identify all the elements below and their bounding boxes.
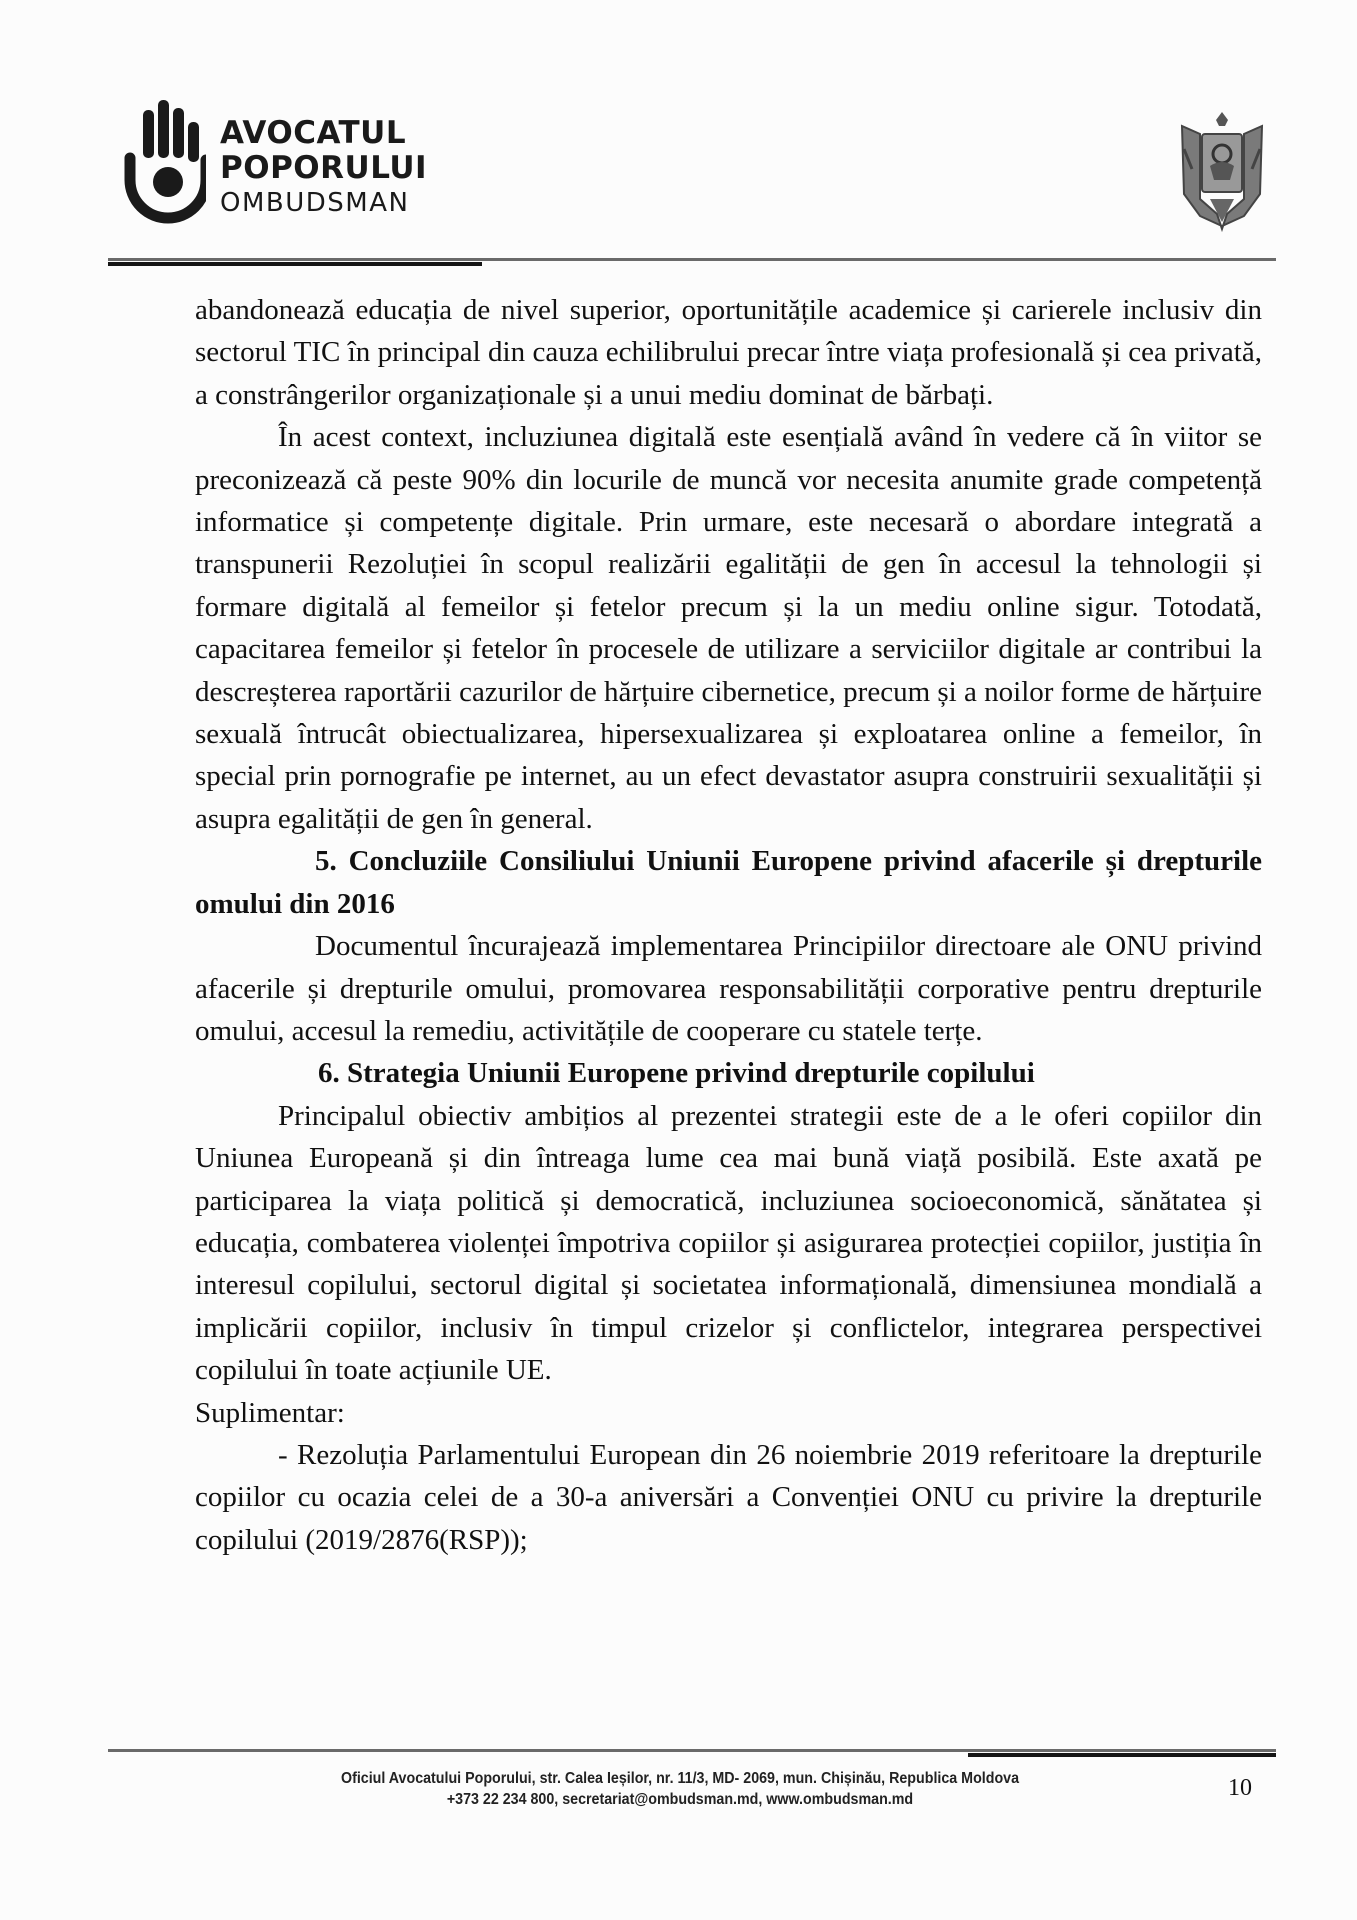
supplement-label: Suplimentar:: [195, 1396, 345, 1429]
footer-rule-accent: [968, 1753, 1276, 1757]
supplement-item: - Rezoluția Parlamentului European din 26 noiembrie 2019 referitoare la drepturile copiilor cu ocazia celei de a 30-a aniversări a Convenției ONU cu privire la drepturile copilului (2019/2876(RSP));: [195, 1438, 1262, 1556]
paragraph: În acest context, incluziunea digitală este esențială având în vedere că în viitor se preconizează că peste 90% din locurile de muncă vor necesita anumite grade competență informatice și competențe digitale. Prin urmare, este necesară o abordare integrată a transpunerii Rezoluției în scopul realizării egalității de gen în accesul la tehnologii și formare digitală al femeilor și fetelor precum și la un mediu online sigur. Totodată, capacitarea femeilor și fetelor în procesele de utilizare a serviciilor digitale ar contribui la descreșterea raportării cazurilor de hărțuire cibernetice, precum și a noilor forme de hărțuire sexuală întrucât obiectualizarea, hipersexualizarea și exploatarea online a femeilor, în special prin pornografie pe internet, au un efect devastator asupra construirii sexualității și asupra egalității de gen în general.: [195, 421, 1262, 835]
section-6-heading: 6. Strategia Uniunii Europene privind drepturile copilului: [318, 1057, 1035, 1090]
header-rule: [108, 258, 1276, 261]
section-5-heading: 5. Concluziile Consiliului Uniunii Europene privind afacerile și drepturile omului din 2016: [195, 845, 1262, 920]
raised-hand-icon: [116, 100, 206, 230]
document-body: [195, 289, 1262, 1561]
footer-contacts: +373 22 234 800, secretariat@ombudsman.md, www.ombudsman.md: [446, 1791, 914, 1808]
footer-rule: [108, 1749, 1276, 1752]
section-6-text: Principalul obiectiv ambițios al prezentei strategii este de a le oferi copiilor din Uniunea Europeană și din întreaga lume cea mai bună viață posibilă. Este axată pe participarea la viața politică și democratică, incluziunea socioeconomică, sănătatea și educația, combaterea violenței împotriva copiilor și asigurarea protecției copiilor, justiția în interesul copilului, sectorul digital și societatea informațională, dimensiunea mondială a implicării copiilor, inclusiv în timpul crizelor și conflictelor, integrarea perspectivei copilului în toate acțiunile UE.: [195, 1099, 1262, 1387]
moldova-coat-of-arms-icon: [1172, 104, 1272, 234]
header-rule-accent: [108, 262, 482, 266]
section-5-text: Documentul încurajează implementarea Principiilor directoare ale ONU privind afacerile și drepturile omului, promovarea responsabilității corporative pentru drepturile omului, accesul la remediu, activitățile de cooperare cu statele terțe.: [195, 930, 1262, 1047]
ombudsman-logo: [116, 100, 436, 235]
logo-wordmark: [220, 115, 428, 218]
footer-address: Oficiul Avocatului Poporului, str. Calea Ieșilor, nr. 11/3, MD- 2069, mun. Chișinău, Republica Moldova: [340, 1770, 1020, 1787]
logo-line-3: OMBUDSMAN: [220, 188, 410, 218]
paragraph: abandonează educația de nivel superior, oportunitățile academice și carierele inclusiv din sectorul TIC în principal din cauza echilibrului precar între viața profesională și cea privată, a constrângerilor organizaționale și a unui mediu dominat de bărbați.: [195, 294, 1262, 411]
footer-contact: [266, 1768, 1094, 1810]
logo-line-2: POPORULUI: [220, 150, 428, 186]
page-number: 10: [1228, 1775, 1252, 1801]
logo-line-1: AVOCATUL: [220, 115, 407, 151]
